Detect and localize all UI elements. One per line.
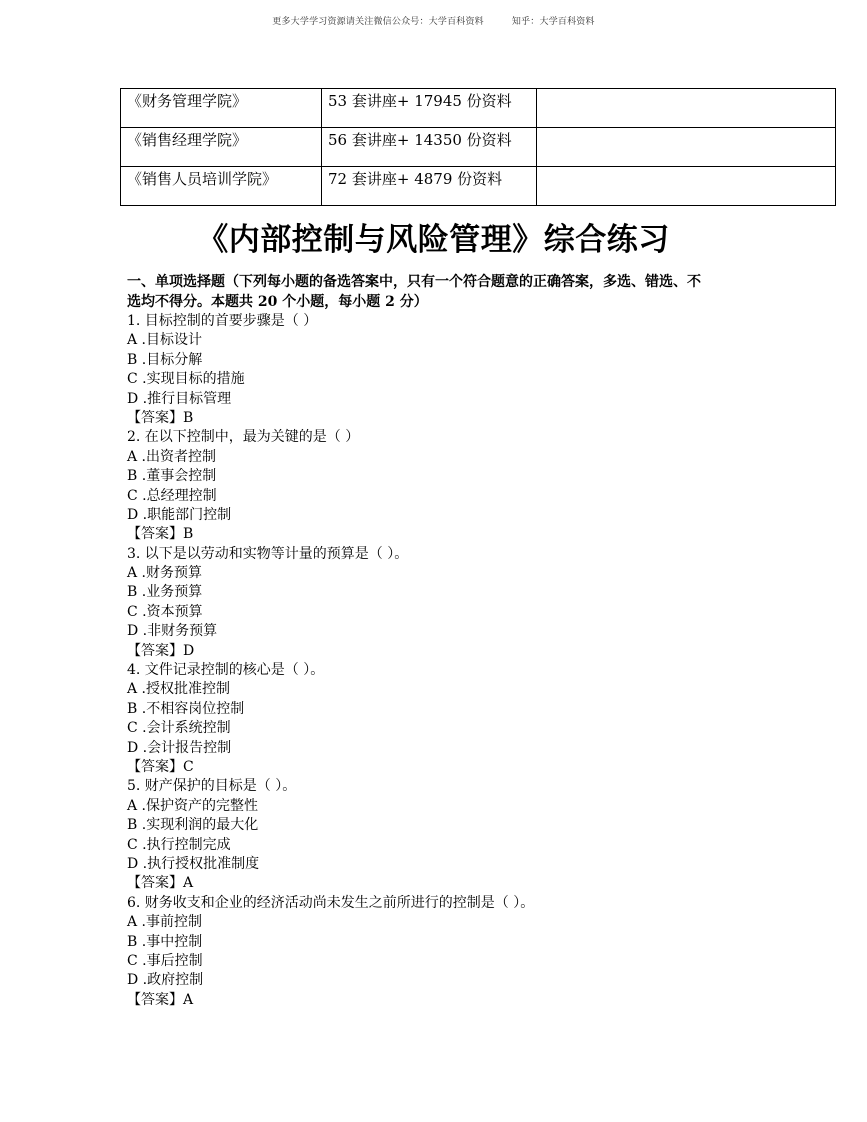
answer: 【答案】A xyxy=(127,875,194,892)
question-stem: 3. 以下是以劳动和实物等计量的预算是（ ）。 xyxy=(127,545,409,562)
answer: 【答案】B xyxy=(127,409,194,426)
course-extra-cell xyxy=(537,89,836,128)
table-row xyxy=(121,128,836,167)
question-stem: 5. 财产保护的目标是（ ）。 xyxy=(127,778,297,795)
option-c: C .资本预算 xyxy=(127,603,203,620)
option-a: A .保护资产的完整性 xyxy=(127,797,259,814)
option-b: B .目标分解 xyxy=(127,351,203,368)
option-a: A .授权批准控制 xyxy=(127,681,231,698)
option-c: C .会计系统控制 xyxy=(127,720,231,737)
course-name-cell: 《销售人员培训学院》 xyxy=(121,167,322,206)
course-extra-cell xyxy=(537,128,836,167)
question-list xyxy=(127,312,827,1010)
course-name-cell: 《财务管理学院》 xyxy=(121,89,322,128)
option-a: A .事前控制 xyxy=(127,914,203,931)
table-row xyxy=(121,167,836,206)
course-name-cell: 《销售经理学院》 xyxy=(121,128,322,167)
question-stem: 6. 财务收支和企业的经济活动尚未发生之前所进行的控制是（ ）。 xyxy=(127,894,535,911)
option-c: C .实现目标的措施 xyxy=(127,371,245,388)
option-d: D .非财务预算 xyxy=(127,623,218,640)
option-b: B .业务预算 xyxy=(127,584,203,601)
answer: 【答案】D xyxy=(127,642,195,659)
option-d: D .推行目标管理 xyxy=(127,390,232,407)
option-b: B .实现利润的最大化 xyxy=(127,817,259,834)
option-d: D .执行授权批准制度 xyxy=(127,855,260,872)
option-c: C .事后控制 xyxy=(127,952,203,969)
option-d: D .职能部门控制 xyxy=(127,506,232,523)
answer: 【答案】C xyxy=(127,758,194,775)
answer: 【答案】B xyxy=(127,526,194,543)
course-content-cell: 56 套讲座+ 14350 份资料 xyxy=(322,128,537,167)
course-table xyxy=(120,88,836,206)
question-stem: 1. 目标控制的首要步骤是（ ） xyxy=(127,313,318,329)
header-note-left: 更多大学学习资源请关注微信公众号：大学百科资料 xyxy=(272,17,484,27)
question-stem: 2. 在以下控制中，最为关键的是（ ） xyxy=(127,429,360,446)
option-b: B .不相容岗位控制 xyxy=(127,700,245,717)
table-row xyxy=(121,89,836,128)
section-heading-line: 选均不得分。本题共 20 个小题，每小题 2 分） xyxy=(127,294,428,310)
document-title: 《内部控制与风险管理》综合练习 xyxy=(197,222,670,258)
option-b: B .董事会控制 xyxy=(127,468,217,485)
option-c: C .总经理控制 xyxy=(127,487,217,504)
section-heading xyxy=(127,272,747,312)
option-d: D .会计报告控制 xyxy=(127,739,232,756)
option-a: A .财务预算 xyxy=(127,565,203,582)
header-note-right: 知乎：大学百科资料 xyxy=(511,17,595,27)
option-a: A .目标设计 xyxy=(127,332,203,349)
option-c: C .执行控制完成 xyxy=(127,836,231,853)
course-content-cell: 72 套讲座+ 4879 份资料 xyxy=(322,167,537,206)
option-d: D .政府控制 xyxy=(127,972,204,989)
course-extra-cell xyxy=(537,167,836,206)
answer: 【答案】A xyxy=(127,991,194,1008)
option-b: B .事中控制 xyxy=(127,933,203,950)
header-note xyxy=(0,14,867,27)
option-a: A .出资者控制 xyxy=(127,448,217,465)
section-heading-line: 一、单项选择题（下列每小题的备选答案中，只有一个符合题意的正确答案，多选、错选、不 xyxy=(127,274,701,290)
question-stem: 4. 文件记录控制的核心是（ ）。 xyxy=(127,662,325,679)
course-content-cell: 53 套讲座+ 17945 份资料 xyxy=(322,89,537,128)
